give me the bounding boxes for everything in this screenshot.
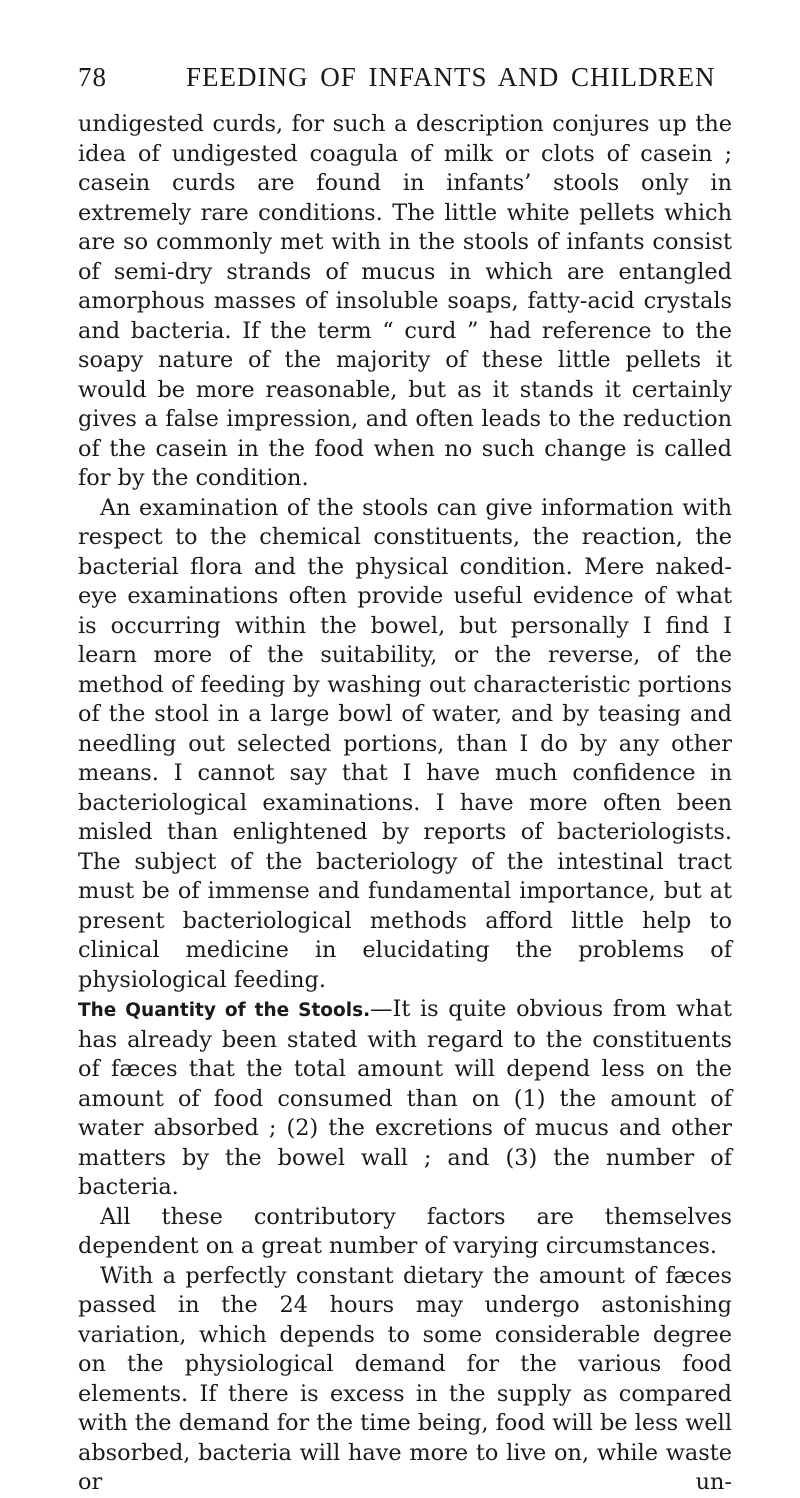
section-heading: The Quantity of the Stools. xyxy=(78,1000,371,1021)
paragraph-constant-dietary: With a perfectly constant dietary the amount of fæces passed in the 24 hours may undergo astonishing variation, which depends to some considerable degree on the physiological demand for the various food elements. If there is excess in the supply as compared with the demand for the time being, food will be less well absorbed, bacteria will have more to live on, while waste or un- xyxy=(78,1262,732,1495)
paragraph-text: —It is quite obvious from what has already been stated with regard to the constituents of fæces that the total amount will depend less on the amount of food consumed than on (1) the amount of water absorbed ; (2) the excretions of mucus and other matters by the bowel wall ; and (3) the number of bacteria. xyxy=(78,996,732,1200)
paragraph-stool-examination: An examination of the stools can give information with respect to the chemical constituents, the reaction, the bacterial flora and the physical condition. Mere naked-eye examinations often provide useful evidence of what is occurring within the bowel, but personally I find I learn more of the suitability, or the reverse, of the method of feeding by washing out characteristic portions of the stool in a large bowl of water, and by teasing and needling out selected portions, than I do by any other means. I cannot say that I have much confidence in bacteriological examinations. I have more often been misled than enlightened by reports of bacteriologists. The subject of the bacteriology of the intestinal tract must be of immense and fundamental importance, but at present bacteriological methods afford little help to clinical medicine in elucidating the problems of physiological feeding. xyxy=(78,494,732,993)
paragraph-quantity-of-stools xyxy=(78,995,732,1203)
page-body xyxy=(78,110,732,1498)
running-header xyxy=(78,62,732,98)
paragraph-continued: undigested curds, for such a description conjures up the idea of undigested coagula of milk or clots of casein ; casein curds are found in infants’ stools only in extremely rare conditions. The little white pellets which are so commonly met with in the stools of infants consist of semi-dry strands of mucus in which are entangled amorphous masses of insoluble soaps, fatty-acid crystals and bacteria. If the term “ curd ” had reference to the soapy nature of the majority of these little pellets it would be more reasonable, but as it stands it certainly gives a false impression, and often leads to the reduction of the casein in the food when no such change is called for by the condition. xyxy=(78,111,732,491)
paragraph-contributory-factors: All these contributory factors are themselves dependent on a great number of varying circumstances. xyxy=(78,1203,732,1259)
page-number: 78 xyxy=(78,62,107,92)
running-title: FEEDING OF INFANTS AND CHILDREN xyxy=(186,62,716,92)
